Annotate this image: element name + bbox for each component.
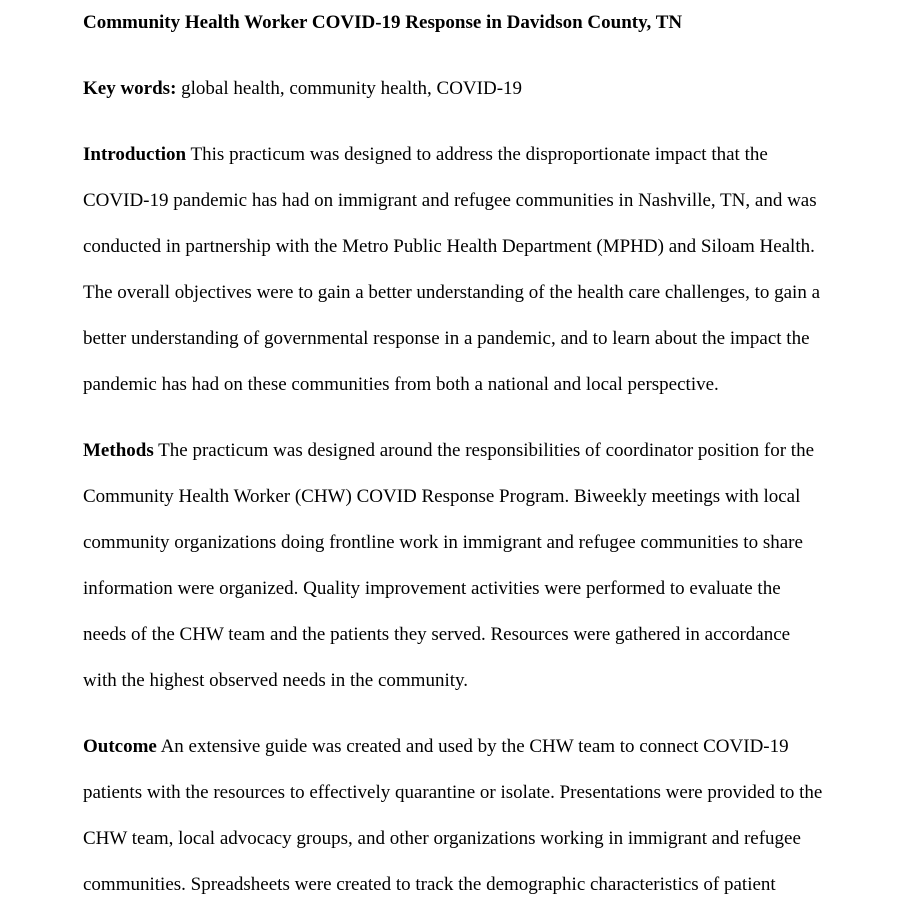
introduction-label: Introduction	[83, 144, 187, 165]
methods-paragraph	[83, 428, 873, 704]
paragraph-line	[83, 724, 873, 770]
paragraph-line: needs of the CHW team and the patients they served. Resources were gathered in accordance	[83, 624, 791, 645]
paragraph-line: communities. Spreadsheets were created to track the demographic characteristics of patient	[83, 874, 776, 895]
paragraph-line: pandemic has had on these communities from both a national and local perspective.	[83, 374, 719, 395]
paragraph-line: The overall objectives were to gain a better understanding of the health care challenges, to gain a	[83, 282, 821, 303]
keywords-text: global health, community health, COVID-19	[181, 78, 523, 99]
line-text: An extensive guide was created and used by the CHW team to connect COVID-19	[160, 736, 789, 757]
keywords-label: Key words:	[83, 78, 177, 99]
paragraph-line: patients with the resources to effectively quarantine or isolate. Presentations were provided to the	[83, 782, 823, 803]
paragraph-line: Community Health Worker (CHW) COVID Response Program. Biweekly meetings with local	[83, 486, 801, 507]
paragraph-line: CHW team, local advocacy groups, and other organizations working in immigrant and refugee	[83, 828, 801, 849]
introduction-paragraph	[83, 132, 873, 408]
line-text: This practicum was designed to address the disproportionate impact that the	[190, 144, 768, 165]
paragraph-line: community organizations doing frontline work in immigrant and refugee communities to share	[83, 532, 803, 553]
outcome-paragraph	[83, 724, 873, 908]
paragraph-line: information were organized. Quality improvement activities were performed to evaluate the	[83, 578, 781, 599]
paragraph-line: better understanding of governmental response in a pandemic, and to learn about the impact the	[83, 328, 810, 349]
paragraph-line	[83, 132, 873, 178]
methods-label: Methods	[83, 440, 154, 461]
paragraph-line: conducted in partnership with the Metro Public Health Department (MPHD) and Siloam Health.	[83, 236, 815, 257]
paragraph-line: COVID-19 pandemic has had on immigrant and refugee communities in Nashville, TN, and was	[83, 190, 817, 211]
document-title: Community Health Worker COVID-19 Response in Davidson County, TN	[83, 12, 683, 33]
paragraph-line: with the highest observed needs in the community.	[83, 670, 469, 691]
outcome-label: Outcome	[83, 736, 157, 757]
paragraph-line	[83, 428, 873, 474]
line-text: The practicum was designed around the responsibilities of coordinator position for the	[158, 440, 815, 461]
keywords-line	[83, 76, 522, 102]
